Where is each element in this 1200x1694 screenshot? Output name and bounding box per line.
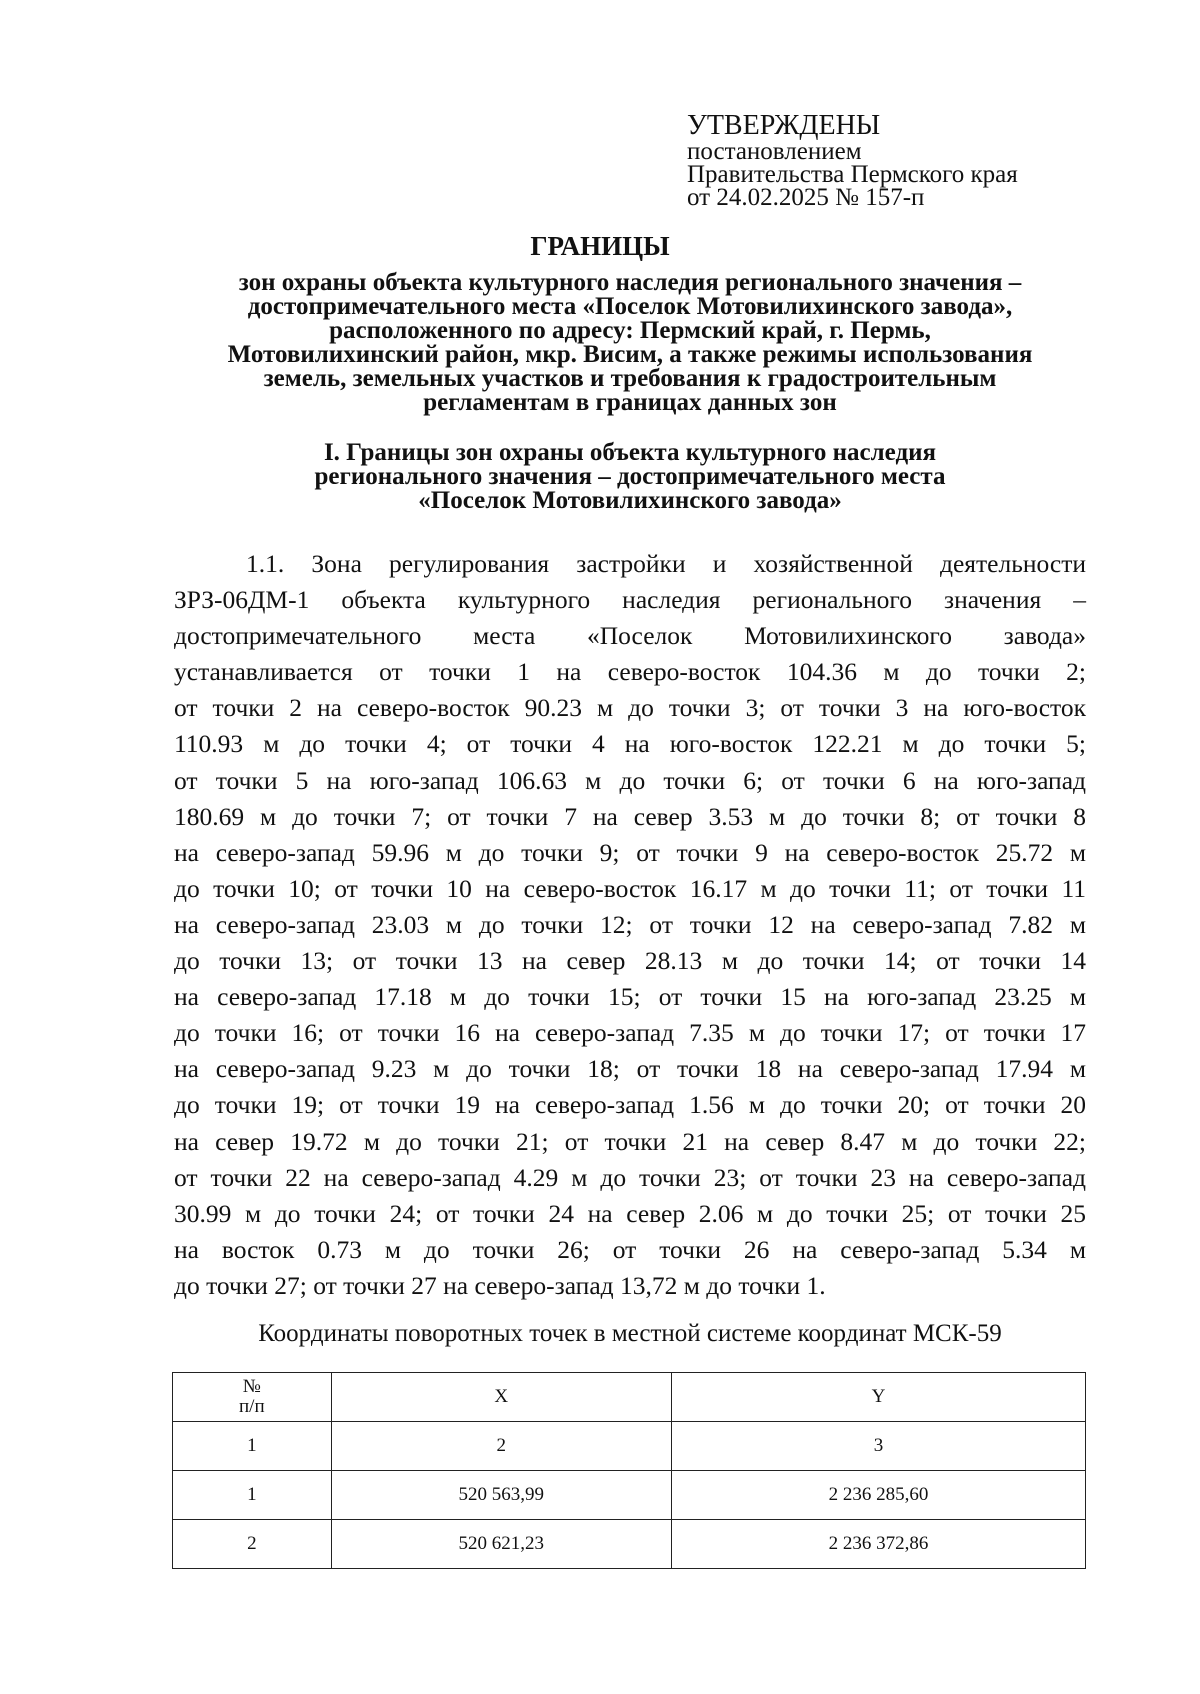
paragraph-line: до точки 10; от точки 10 на северо-восток 16.17 м до точки 11; от точки 11 bbox=[174, 873, 1086, 903]
subtitle-line: Мотовилихинский район, мкр. Висим, а также режимы использования bbox=[227, 341, 1033, 368]
header-number-abbr: п/п bbox=[239, 1396, 265, 1417]
subtitle-line: регламентам в границах данных зон bbox=[423, 389, 837, 416]
paragraph-line: достопримечательного места «Поселок Мотовилихинского завода» bbox=[174, 621, 1086, 651]
paragraph-line: на восток 0.73 м до точки 26; от точки 26 на северо-запад 5.34 м bbox=[174, 1234, 1086, 1264]
table-header-row bbox=[173, 1373, 1086, 1422]
section-heading-line: «Поселок Мотовилихинского завода» bbox=[418, 487, 842, 514]
paragraph-line: на северо-запад 17.18 м до точки 15; от точки 15 на юго-запад 23.25 м bbox=[174, 982, 1086, 1012]
paragraph-line: ЗРЗ-06ДМ-1 объекта культурного наследия регионального значения – bbox=[174, 585, 1086, 615]
paragraph-line: до точки 16; от точки 16 на северо-запад 7.35 м до точки 17; от точки 17 bbox=[174, 1018, 1086, 1048]
paragraph-line: от точки 2 на северо-восток 90.23 м до точки 3; от точки 3 на юго-восток bbox=[174, 693, 1086, 723]
paragraph-line: 1.1. Зона регулирования застройки и хозяйственной деятельности bbox=[246, 549, 1086, 578]
paragraph-line: от точки 5 на юго-запад 106.63 м до точки 6; от точки 6 на юго-запад bbox=[174, 765, 1086, 795]
paragraph-line: до точки 27; от точки 27 на северо-запад 13,72 м до точки 1. bbox=[174, 1270, 826, 1300]
approval-line-1: постановлением bbox=[687, 138, 862, 165]
subtitle-line: земель, земельных участков и требования к градостроительным bbox=[263, 365, 997, 392]
header-number-sign: № bbox=[242, 1376, 261, 1397]
column-number: 3 bbox=[671, 1422, 1085, 1471]
coord-x: 520 563,99 bbox=[331, 1471, 671, 1520]
paragraph-line: до точки 19; от точки 19 на северо-запад 1.56 м до точки 20; от точки 20 bbox=[174, 1090, 1086, 1120]
column-number: 1 bbox=[173, 1422, 332, 1471]
subtitle-line: достопримечательного места «Поселок Мотовилихинского завода», bbox=[247, 293, 1013, 320]
coord-y: 2 236 372,86 bbox=[671, 1520, 1085, 1569]
subtitle-line: расположенного по адресу: Пермский край, г. Пермь, bbox=[329, 317, 931, 344]
table-caption: Координаты поворотных точек в местной системе координат МСК-59 bbox=[258, 1320, 1002, 1347]
paragraph-1-1 bbox=[174, 546, 1086, 1304]
document-subtitle bbox=[150, 271, 1110, 415]
header-y: Y bbox=[671, 1373, 1085, 1422]
point-number: 2 bbox=[173, 1520, 332, 1569]
column-number-row bbox=[173, 1422, 1086, 1471]
coord-x: 520 621,23 bbox=[331, 1520, 671, 1569]
point-number: 1 bbox=[173, 1471, 332, 1520]
column-number: 2 bbox=[331, 1422, 671, 1471]
approval-stamp bbox=[687, 112, 1018, 209]
paragraph-line: от точки 22 на северо-запад 4.29 м до точки 23; от точки 23 на северо-запад bbox=[174, 1162, 1086, 1192]
approval-heading: УТВЕРЖДЕНЫ bbox=[687, 110, 881, 141]
paragraph-line: 30.99 м до точки 24; от точки 24 на север 2.06 м до точки 25; от точки 25 bbox=[174, 1198, 1086, 1228]
paragraph-line: на северо-запад 23.03 м до точки 12; от точки 12 на северо-запад 7.82 м bbox=[174, 909, 1086, 939]
table-row bbox=[173, 1520, 1086, 1569]
paragraph-line: на северо-запад 9.23 м до точки 18; от точки 18 на северо-запад 17.94 м bbox=[174, 1054, 1086, 1084]
paragraph-line: 180.69 м до точки 7; от точки 7 на север 3.53 м до точки 8; от точки 8 bbox=[174, 801, 1086, 831]
coordinates-table bbox=[172, 1372, 1086, 1569]
header-x: X bbox=[331, 1373, 671, 1422]
subtitle-line: зон охраны объекта культурного наследия регионального значения – bbox=[238, 269, 1022, 296]
table-row bbox=[173, 1471, 1086, 1520]
paragraph-line: на северо-запад 59.96 м до точки 9; от точки 9 на северо-восток 25.72 м bbox=[174, 837, 1086, 867]
section-heading bbox=[150, 441, 1110, 513]
section-heading-line: регионального значения – достопримечательного места bbox=[314, 463, 946, 490]
coord-y: 2 236 285,60 bbox=[671, 1471, 1085, 1520]
approval-line-3: от 24.02.2025 № 157-п bbox=[687, 184, 925, 211]
section-heading-line: I. Границы зон охраны объекта культурного наследия bbox=[323, 439, 937, 466]
paragraph-line: на север 19.72 м до точки 21; от точки 21 на север 8.47 м до точки 22; bbox=[174, 1126, 1086, 1156]
paragraph-line: устанавливается от точки 1 на северо-восток 104.36 м до точки 2; bbox=[174, 657, 1086, 687]
document-title: ГРАНИЦЫ bbox=[530, 231, 670, 261]
paragraph-line: до точки 13; от точки 13 на север 28.13 м до точки 14; от точки 14 bbox=[174, 946, 1086, 976]
approval-line-2: Правительства Пермского края bbox=[687, 161, 1018, 188]
paragraph-line: 110.93 м до точки 4; от точки 4 на юго-восток 122.21 м до точки 5; bbox=[174, 729, 1086, 759]
header-number bbox=[173, 1373, 332, 1422]
